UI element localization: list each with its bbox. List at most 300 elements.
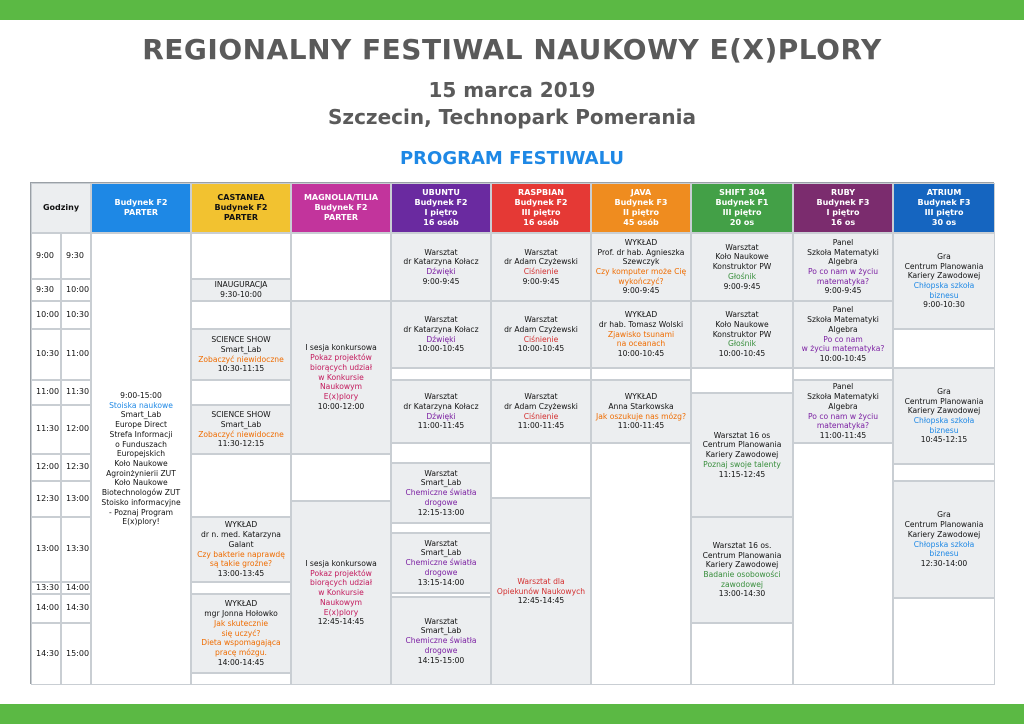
cell-line: Gra: [937, 386, 951, 396]
cell-line: 12:15-13:00: [417, 507, 465, 517]
room-header-6: [591, 183, 691, 233]
cell-line: WYKŁAD: [624, 392, 658, 402]
cell-line: Warsztat: [424, 392, 458, 402]
inauguracja: [191, 279, 291, 301]
schedule-table: [30, 182, 994, 684]
cell-line: Centrum Planowania: [702, 550, 782, 560]
cell-line: Warsztat: [725, 310, 759, 320]
cell-line: Algebra: [828, 257, 858, 267]
time-label: 11:00: [66, 349, 90, 359]
cell-line: Budynek F2: [314, 203, 368, 212]
cell-line: JAVA: [630, 188, 652, 197]
cell-line: biorących udział: [310, 362, 372, 372]
time-label: 9:00: [36, 250, 54, 260]
top-green-bar: [0, 0, 1024, 20]
time-cell: [61, 233, 91, 279]
cell-line: I sesja konkursowa: [305, 558, 377, 568]
cell-line: III piętro: [521, 208, 561, 217]
cell-line: Ciśnienie: [523, 267, 559, 276]
time-cell: [61, 329, 91, 380]
shift-3: [691, 393, 793, 517]
empty-cell: [291, 233, 391, 301]
cell-line: Warsztat 16 os.: [712, 540, 772, 550]
java-2: [591, 301, 691, 368]
cell-line: Agroinżynierii ZUT: [106, 468, 176, 478]
empty-cell: [391, 523, 491, 533]
cell-line: PARTER: [223, 213, 259, 222]
cell-line: Pokaz projektów: [310, 353, 372, 363]
time-cell: [31, 454, 61, 481]
cell-line: Dźwięki: [426, 267, 456, 276]
cell-line: Badanie osobowości: [703, 570, 781, 579]
cell-line: Budynek F3: [816, 198, 870, 207]
cell-line: drogowe: [424, 645, 458, 655]
cell-line: Panel: [832, 237, 854, 247]
time-cell: [31, 481, 61, 517]
time-label: 14:00: [36, 603, 60, 613]
cell-line: 11:00-11:45: [417, 421, 465, 431]
cell-line: Głośnik: [728, 271, 756, 281]
cell-line: Zobaczyć niewidoczne: [198, 354, 284, 364]
cell-line: 9:00-9:45: [422, 276, 460, 286]
cell-line: 9:30-10:00: [220, 290, 262, 299]
cell-line: się uczyć?: [221, 628, 261, 638]
time-cell: [61, 380, 91, 405]
cell-line: w Konkursie: [318, 372, 364, 382]
science-show-1: [191, 329, 291, 380]
time-cell: [61, 454, 91, 481]
cell-line: 9:00-9:45: [522, 276, 560, 286]
empty-cell: [691, 368, 793, 393]
time-cell: [31, 380, 61, 405]
session-2: [291, 501, 391, 685]
cell-line: biznesu: [929, 549, 959, 559]
cell-line: Po co nam w życiu: [807, 411, 879, 421]
cell-line: 9:00-15:00: [120, 390, 162, 400]
cell-line: Po co nam w życiu: [807, 267, 879, 276]
cell-line: 45 osób: [623, 218, 659, 227]
empty-cell: [191, 380, 291, 405]
cell-line: Poznaj swoje talenty: [703, 459, 781, 469]
time-label: 12:30: [36, 493, 60, 503]
cell-line: Chłopska szkoła: [913, 281, 975, 290]
empty-cell: [691, 623, 793, 685]
science-show-2: [191, 405, 291, 454]
cell-line: 9:00-10:30: [923, 300, 965, 310]
cell-line: zawodowej: [721, 579, 763, 589]
cell-line: Warsztat: [424, 247, 458, 257]
cell-line: Po co nam: [823, 334, 863, 344]
cell-line: Naukowym: [319, 382, 363, 392]
cell-line: Budynek F2: [114, 198, 168, 207]
cell-line: wykończyć?: [618, 276, 664, 286]
cell-line: 16 osób: [423, 218, 459, 227]
cell-line: CASTANEA: [217, 193, 265, 202]
cell-line: RASPBIAN: [518, 188, 564, 197]
time-label: 14:30: [66, 603, 90, 613]
time-cell: [61, 301, 91, 329]
cell-line: 10:00-10:45: [417, 344, 465, 354]
time-cell: [31, 279, 61, 301]
time-label: 10:00: [66, 284, 90, 294]
cell-line: Koło Naukowe: [715, 319, 769, 329]
cell-line: są takie groźne?: [209, 559, 273, 569]
cell-line: Szkoła Matematyki: [807, 315, 879, 325]
cell-line: Warsztat: [524, 392, 558, 402]
event-date: 15 marca 2019: [428, 78, 596, 102]
lecture-holowko: [191, 594, 291, 673]
cell-line: ATRIUM: [926, 188, 962, 197]
cell-line: Algebra: [828, 324, 858, 334]
cell-line: Centrum Planowania: [702, 440, 782, 450]
cell-line: WYKŁAD: [224, 599, 258, 609]
cell-line: I piętro: [424, 208, 458, 217]
cell-line: 20 os: [729, 218, 755, 227]
cell-line: Budynek F2: [514, 198, 568, 207]
time-label: 10:30: [36, 349, 60, 359]
cell-line: SCIENCE SHOW: [211, 335, 271, 345]
cell-line: 13:00-13:45: [217, 568, 265, 578]
cell-line: 14:00-14:45: [217, 657, 265, 667]
cell-line: Warsztat 16 os: [713, 430, 771, 440]
cell-line: matematyka?: [816, 421, 870, 431]
cell-line: 13:15-14:00: [417, 577, 465, 587]
cell-line: Jak oszukuje nas mózg?: [596, 411, 686, 421]
cell-line: E(x)plory: [323, 607, 359, 617]
cell-line: Strefa Informacji: [109, 429, 173, 439]
cell-line: E(x)plory!: [122, 517, 160, 527]
ubuntu-6: [391, 597, 491, 685]
cell-line: I sesja konkursowa: [305, 343, 377, 353]
ruby-3: [793, 380, 893, 443]
cell-line: Warsztat: [524, 315, 558, 325]
header-godziny: [31, 183, 91, 233]
cell-line: MAGNOLIA/TILIA: [303, 193, 379, 202]
cell-line: Koło Naukowe: [114, 459, 168, 468]
ruby-1: [793, 233, 893, 301]
cell-line: dr hab. Tomasz Wolski: [598, 319, 684, 329]
cell-line: WYKŁAD: [624, 237, 658, 247]
time-cell: [61, 623, 91, 685]
cell-line: PARTER: [123, 208, 159, 217]
cell-line: Czy komputer może Cię: [595, 267, 687, 276]
time-label: 14:30: [36, 648, 60, 658]
cell-line: II piętro: [623, 208, 659, 217]
cell-line: dr Adam Czyżewski: [504, 324, 578, 334]
cell-line: Czy bakterie naprawdę: [197, 549, 285, 559]
cell-line: Koło Naukowe: [715, 252, 769, 262]
cell-line: Smart_Lab: [420, 626, 462, 636]
cell-line: Warsztat: [725, 242, 759, 252]
godziny-label: Godziny: [42, 203, 80, 212]
cell-line: 11:00-11:45: [517, 421, 565, 431]
java-3: [591, 380, 691, 443]
cell-line: na oceanach: [616, 339, 666, 349]
cell-line: Smart_Lab: [420, 478, 462, 488]
time-label: 12:00: [66, 424, 90, 434]
parter-stands: [91, 233, 191, 685]
cell-line: Konstruktor PW: [712, 329, 772, 339]
cell-line: dr n. med. Katarzyna: [201, 530, 281, 540]
cell-line: Dźwięki: [426, 411, 456, 421]
cell-line: Chłopska szkoła: [913, 416, 975, 425]
time-label: 13:30: [66, 544, 90, 554]
cell-line: Ciśnienie: [523, 411, 559, 421]
cell-line: Warsztat: [424, 616, 458, 626]
cell-line: Kariery Zawodowej: [907, 529, 981, 539]
cell-line: Smart_Lab: [220, 344, 262, 354]
time-cell: [31, 329, 61, 380]
shift-4: [691, 517, 793, 623]
cell-line: Chemiczne światła: [405, 488, 477, 498]
event-place: Szczecin, Technopark Pomerania: [328, 105, 696, 129]
cell-line: 12:45-14:45: [517, 596, 565, 606]
cell-line: Dźwięki: [426, 334, 456, 344]
ubuntu-4: [391, 463, 491, 523]
cell-line: Warsztat: [524, 247, 558, 257]
time-label: 13:00: [66, 493, 90, 503]
time-cell: [31, 233, 61, 279]
time-cell: [31, 517, 61, 582]
cell-line: 14:15-15:00: [417, 655, 465, 665]
cell-line: Panel: [832, 305, 854, 315]
cell-line: mgr Jonna Hołowko: [204, 609, 278, 619]
cell-line: 10:45-12:15: [920, 435, 968, 445]
raspbian-2: [491, 301, 591, 368]
cell-line: Smart_Lab: [120, 410, 162, 420]
cell-line: drogowe: [424, 567, 458, 577]
ubuntu-1: [391, 233, 491, 301]
time-cell: [61, 517, 91, 582]
cell-line: RUBY: [830, 188, 856, 197]
time-cell: [61, 405, 91, 454]
empty-cell: [893, 329, 995, 368]
cell-line: WYKŁAD: [624, 310, 658, 320]
time-cell: [31, 594, 61, 623]
cell-line: E(x)plory: [323, 392, 359, 402]
cell-line: Gra: [937, 251, 951, 261]
cell-line: biorących udział: [310, 578, 372, 588]
cell-line: Warsztat: [424, 315, 458, 325]
cell-line: 10:00-12:00: [317, 401, 365, 411]
cell-line: dr Katarzyna Kołacz: [403, 324, 479, 334]
cell-line: Kariery Zawodowej: [705, 450, 779, 460]
cell-line: PARTER: [323, 213, 359, 222]
cell-line: 12:45-14:45: [317, 617, 365, 627]
cell-line: Budynek F1: [715, 198, 769, 207]
cell-line: dr Adam Czyżewski: [504, 401, 578, 411]
cell-line: dr Katarzyna Kołacz: [403, 401, 479, 411]
cell-line: Konstruktor PW: [712, 262, 772, 272]
empty-cell: [491, 368, 591, 380]
cell-line: Panel: [832, 382, 854, 392]
time-cell: [31, 582, 61, 594]
cell-line: 10:00-10:45: [517, 344, 565, 354]
cell-line: Naukowym: [319, 597, 363, 607]
room-header-5: [491, 183, 591, 233]
cell-line: Europe Direct: [115, 420, 167, 430]
cell-line: w Konkursie: [318, 588, 364, 598]
empty-cell: [191, 582, 291, 594]
cell-line: Anna Starkowska: [608, 401, 674, 411]
cell-line: Warsztat: [424, 468, 458, 478]
cell-line: biznesu: [929, 290, 959, 300]
empty-cell: [793, 368, 893, 380]
shift-1: [691, 233, 793, 301]
cell-line: pracę mózgu.: [215, 648, 267, 658]
cell-line: SHIFT 304: [719, 188, 765, 197]
cell-line: Ciśnienie: [523, 334, 559, 344]
empty-cell: [291, 454, 391, 501]
cell-line: 10:00-10:45: [718, 349, 766, 359]
time-cell: [61, 481, 91, 517]
cell-line: drogowe: [424, 497, 458, 507]
time-label: 13:00: [36, 544, 60, 554]
cell-line: WYKŁAD: [224, 520, 258, 530]
cell-line: Kariery Zawodowej: [705, 560, 779, 570]
bottom-green-bar: [0, 704, 1024, 724]
cell-line: Warsztat dla: [517, 576, 565, 586]
empty-cell: [793, 443, 893, 685]
cell-line: Dieta wspomagająca: [201, 638, 281, 648]
cell-line: Stoisko informacyjne: [101, 497, 181, 507]
cell-line: Budynek F3: [614, 198, 668, 207]
cell-line: SCIENCE SHOW: [211, 410, 271, 420]
cell-line: 9:00-9:45: [723, 281, 761, 291]
cell-line: 16 osób: [523, 218, 559, 227]
shift-2: [691, 301, 793, 368]
cell-line: Chemiczne światła: [405, 558, 477, 568]
cell-line: Budynek F2: [214, 203, 268, 212]
time-label: 9:30: [66, 250, 84, 260]
cell-line: Centrum Planowania: [904, 396, 984, 406]
room-header-8: [793, 183, 893, 233]
time-cell: [31, 623, 61, 685]
cell-line: matematyka?: [816, 276, 870, 286]
cell-line: - Poznaj Program: [108, 507, 174, 517]
cell-line: 10:30-11:15: [217, 364, 265, 374]
time-label: 10:00: [36, 309, 60, 319]
cell-line: Szkoła Matematyki: [807, 247, 879, 257]
empty-cell: [191, 673, 291, 685]
cell-line: Szewczyk: [622, 257, 660, 267]
cell-line: 11:00-11:45: [819, 430, 867, 440]
cell-line: Opiekunów Naukowych: [496, 586, 586, 596]
cell-line: Gra: [937, 510, 951, 520]
cell-line: Algebra: [828, 401, 858, 411]
java-1: [591, 233, 691, 301]
empty-cell: [391, 443, 491, 463]
cell-line: I piętro: [826, 208, 860, 217]
time-cell: [61, 279, 91, 301]
cell-line: Kariery Zawodowej: [907, 406, 981, 416]
program-heading: PROGRAM FESTIWALU: [399, 148, 625, 169]
room-header-1: [91, 183, 191, 233]
cell-line: Szkoła Matematyki: [807, 392, 879, 402]
empty-cell: [893, 464, 995, 481]
time-cell: [31, 301, 61, 329]
cell-line: biznesu: [929, 425, 959, 435]
time-label: 11:30: [66, 387, 90, 397]
atrium-3: [893, 481, 995, 598]
room-header-3: [291, 183, 391, 233]
cell-line: 10:00-10:45: [819, 353, 867, 363]
cell-line: Smart_Lab: [420, 548, 462, 558]
room-header-2: [191, 183, 291, 233]
cell-line: Pokaz projektów: [310, 568, 372, 578]
atrium-2: [893, 368, 995, 464]
ubuntu-3: [391, 380, 491, 443]
time-label: 15:00: [66, 648, 90, 658]
cell-line: Smart_Lab: [220, 419, 262, 429]
raspbian-1: [491, 233, 591, 301]
cell-line: Galant: [228, 539, 254, 549]
cell-line: w życiu matematyka?: [801, 344, 885, 354]
cell-line: 16 os: [830, 218, 856, 227]
cell-line: Centrum Planowania: [904, 520, 984, 530]
empty-cell: [191, 301, 291, 329]
time-cell: [61, 594, 91, 623]
room-header-9: [893, 183, 995, 233]
room-header-4: [391, 183, 491, 233]
empty-cell: [391, 368, 491, 380]
cell-line: Koło Naukowe: [114, 478, 168, 488]
atrium-1: [893, 233, 995, 329]
empty-cell: [191, 233, 291, 279]
cell-line: Jak skutecznie: [213, 618, 269, 628]
ruby-2: [793, 301, 893, 368]
cell-line: Zjawisko tsunami: [607, 329, 675, 339]
cell-line: Europejskich: [116, 449, 166, 459]
session-1: [291, 301, 391, 454]
time-cell: [31, 405, 61, 454]
cell-line: Kariery Zawodowej: [907, 271, 981, 281]
time-label: 11:00: [36, 387, 60, 397]
cell-line: Budynek F2: [414, 198, 468, 207]
empty-cell: [591, 368, 691, 380]
cell-line: 11:00-11:45: [617, 421, 665, 431]
cell-line: 9:00-9:45: [824, 286, 862, 296]
cell-line: Zobaczyć niewidoczne: [198, 429, 284, 439]
cell-line: 11:30-12:15: [217, 439, 265, 449]
empty-cell: [491, 443, 591, 498]
cell-line: 13:00-14:30: [718, 589, 766, 599]
ubuntu-5: [391, 533, 491, 593]
empty-cell: [191, 454, 291, 517]
cell-line: UBUNTU: [422, 188, 460, 197]
time-label: 14:00: [66, 582, 90, 592]
time-label: 11:30: [36, 424, 60, 434]
cell-line: o Funduszach: [115, 439, 167, 449]
room-header-7: [691, 183, 793, 233]
time-label: 12:00: [36, 462, 60, 472]
cell-line: Stoiska naukowe: [109, 400, 173, 410]
cell-line: III piętro: [722, 208, 762, 217]
cell-line: Chłopska szkoła: [913, 539, 975, 549]
empty-cell: [591, 443, 691, 685]
cell-line: Głośnik: [728, 339, 756, 349]
empty-cell: [893, 598, 995, 685]
cell-line: 12:30-14:00: [920, 558, 968, 568]
time-label: 12:30: [66, 462, 90, 472]
cell-line: Centrum Planowania: [904, 261, 984, 271]
cell-line: 9:00-9:45: [622, 286, 660, 296]
cell-line: Chemiczne światła: [405, 636, 477, 646]
cell-line: dr Adam Czyżewski: [504, 257, 578, 267]
lecture-galant: [191, 517, 291, 582]
cell-line: 11:15-12:45: [718, 469, 766, 479]
cell-line: dr Katarzyna Kołacz: [403, 257, 479, 267]
